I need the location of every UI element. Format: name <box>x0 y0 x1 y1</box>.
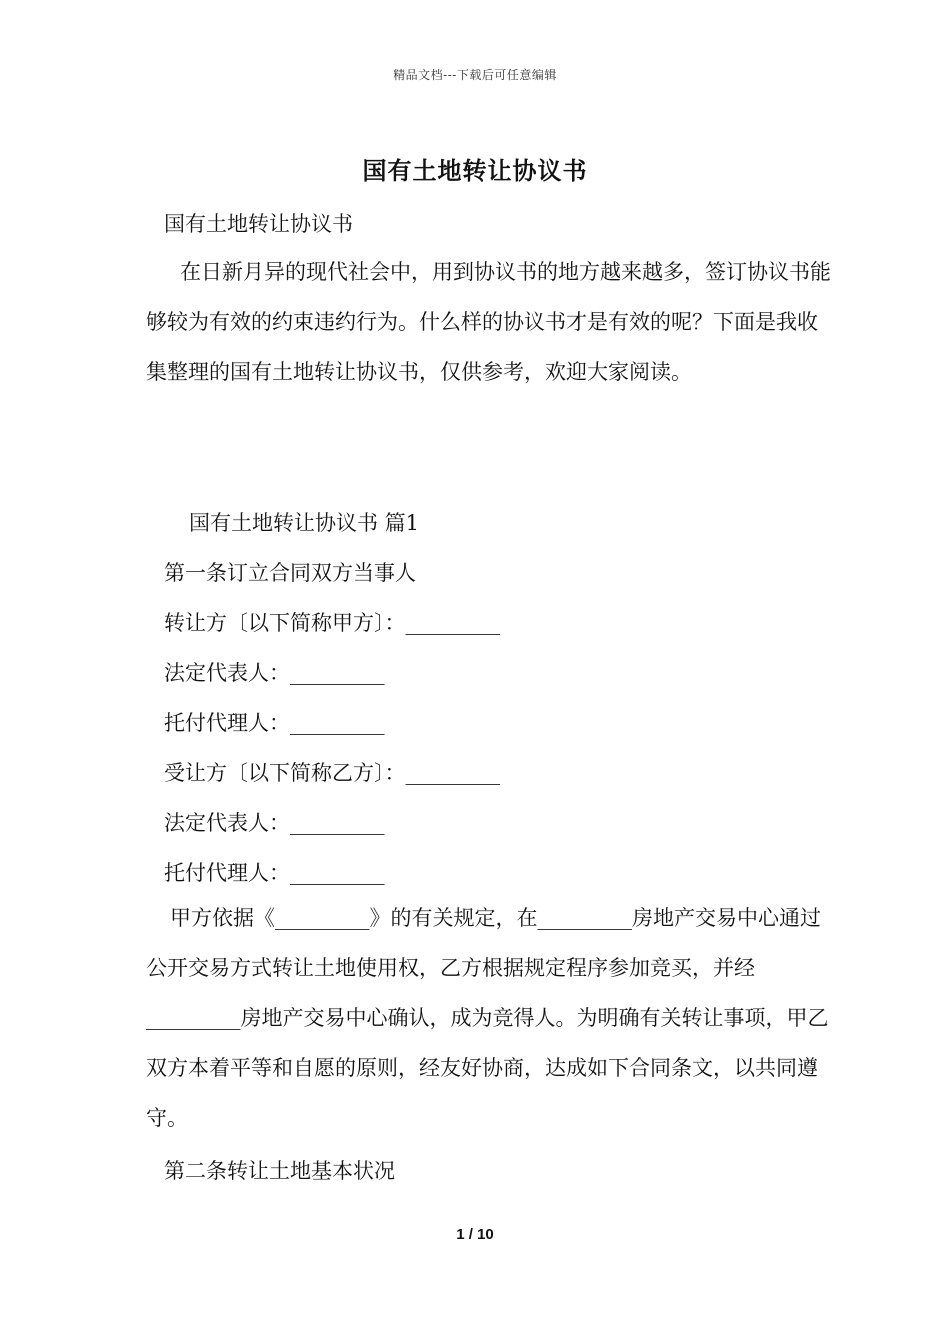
field-transferee-agent: 托付代理人：_________ <box>164 861 385 885</box>
field-transferee-legal-rep: 法定代表人：_________ <box>164 811 385 835</box>
article-2-title: 第二条转让土地基本状况 <box>164 1159 395 1183</box>
article-1-title: 第一条订立合同双方当事人 <box>164 561 416 585</box>
agreement-paragraph: 甲方依据《_________》的有关规定，在_________房地产交易中心通过公开交易方式转让土地使用权，乙方根据规定程序参加竞买，并经_________房地产交易中心确认，成为竞得人。为明确有关转让事项，甲乙双方本着平等和自愿的原则，经友好协商，达成如下合同条文，以共同遵守。 <box>146 906 829 1130</box>
field-transferor-legal-rep: 法定代表人：_________ <box>164 661 385 685</box>
field-transferee: 受让方〔以下简称乙方〕：_________ <box>164 761 500 785</box>
field-transferor-agent: 托付代理人：_________ <box>164 711 385 735</box>
document-subtitle: 国有土地转让协议书 <box>164 212 353 236</box>
section-title: 国有土地转让协议书 篇1 <box>189 511 420 535</box>
field-transferor: 转让方〔以下简称甲方〕：_________ <box>164 611 500 635</box>
page-header: 精品文档---下载后可任意编辑 <box>393 68 557 82</box>
document-title: 国有土地转让协议书 <box>362 156 588 185</box>
page-number: 1 / 10 <box>456 1226 494 1243</box>
intro-paragraph: 在日新月异的现代社会中，用到协议书的地方越来越多，签订协议书能够较为有效的约束违约行为。什么样的协议书才是有效的呢？下面是我收集整理的国有土地转让协议书，仅供参考，欢迎大家阅读。 <box>146 260 831 384</box>
